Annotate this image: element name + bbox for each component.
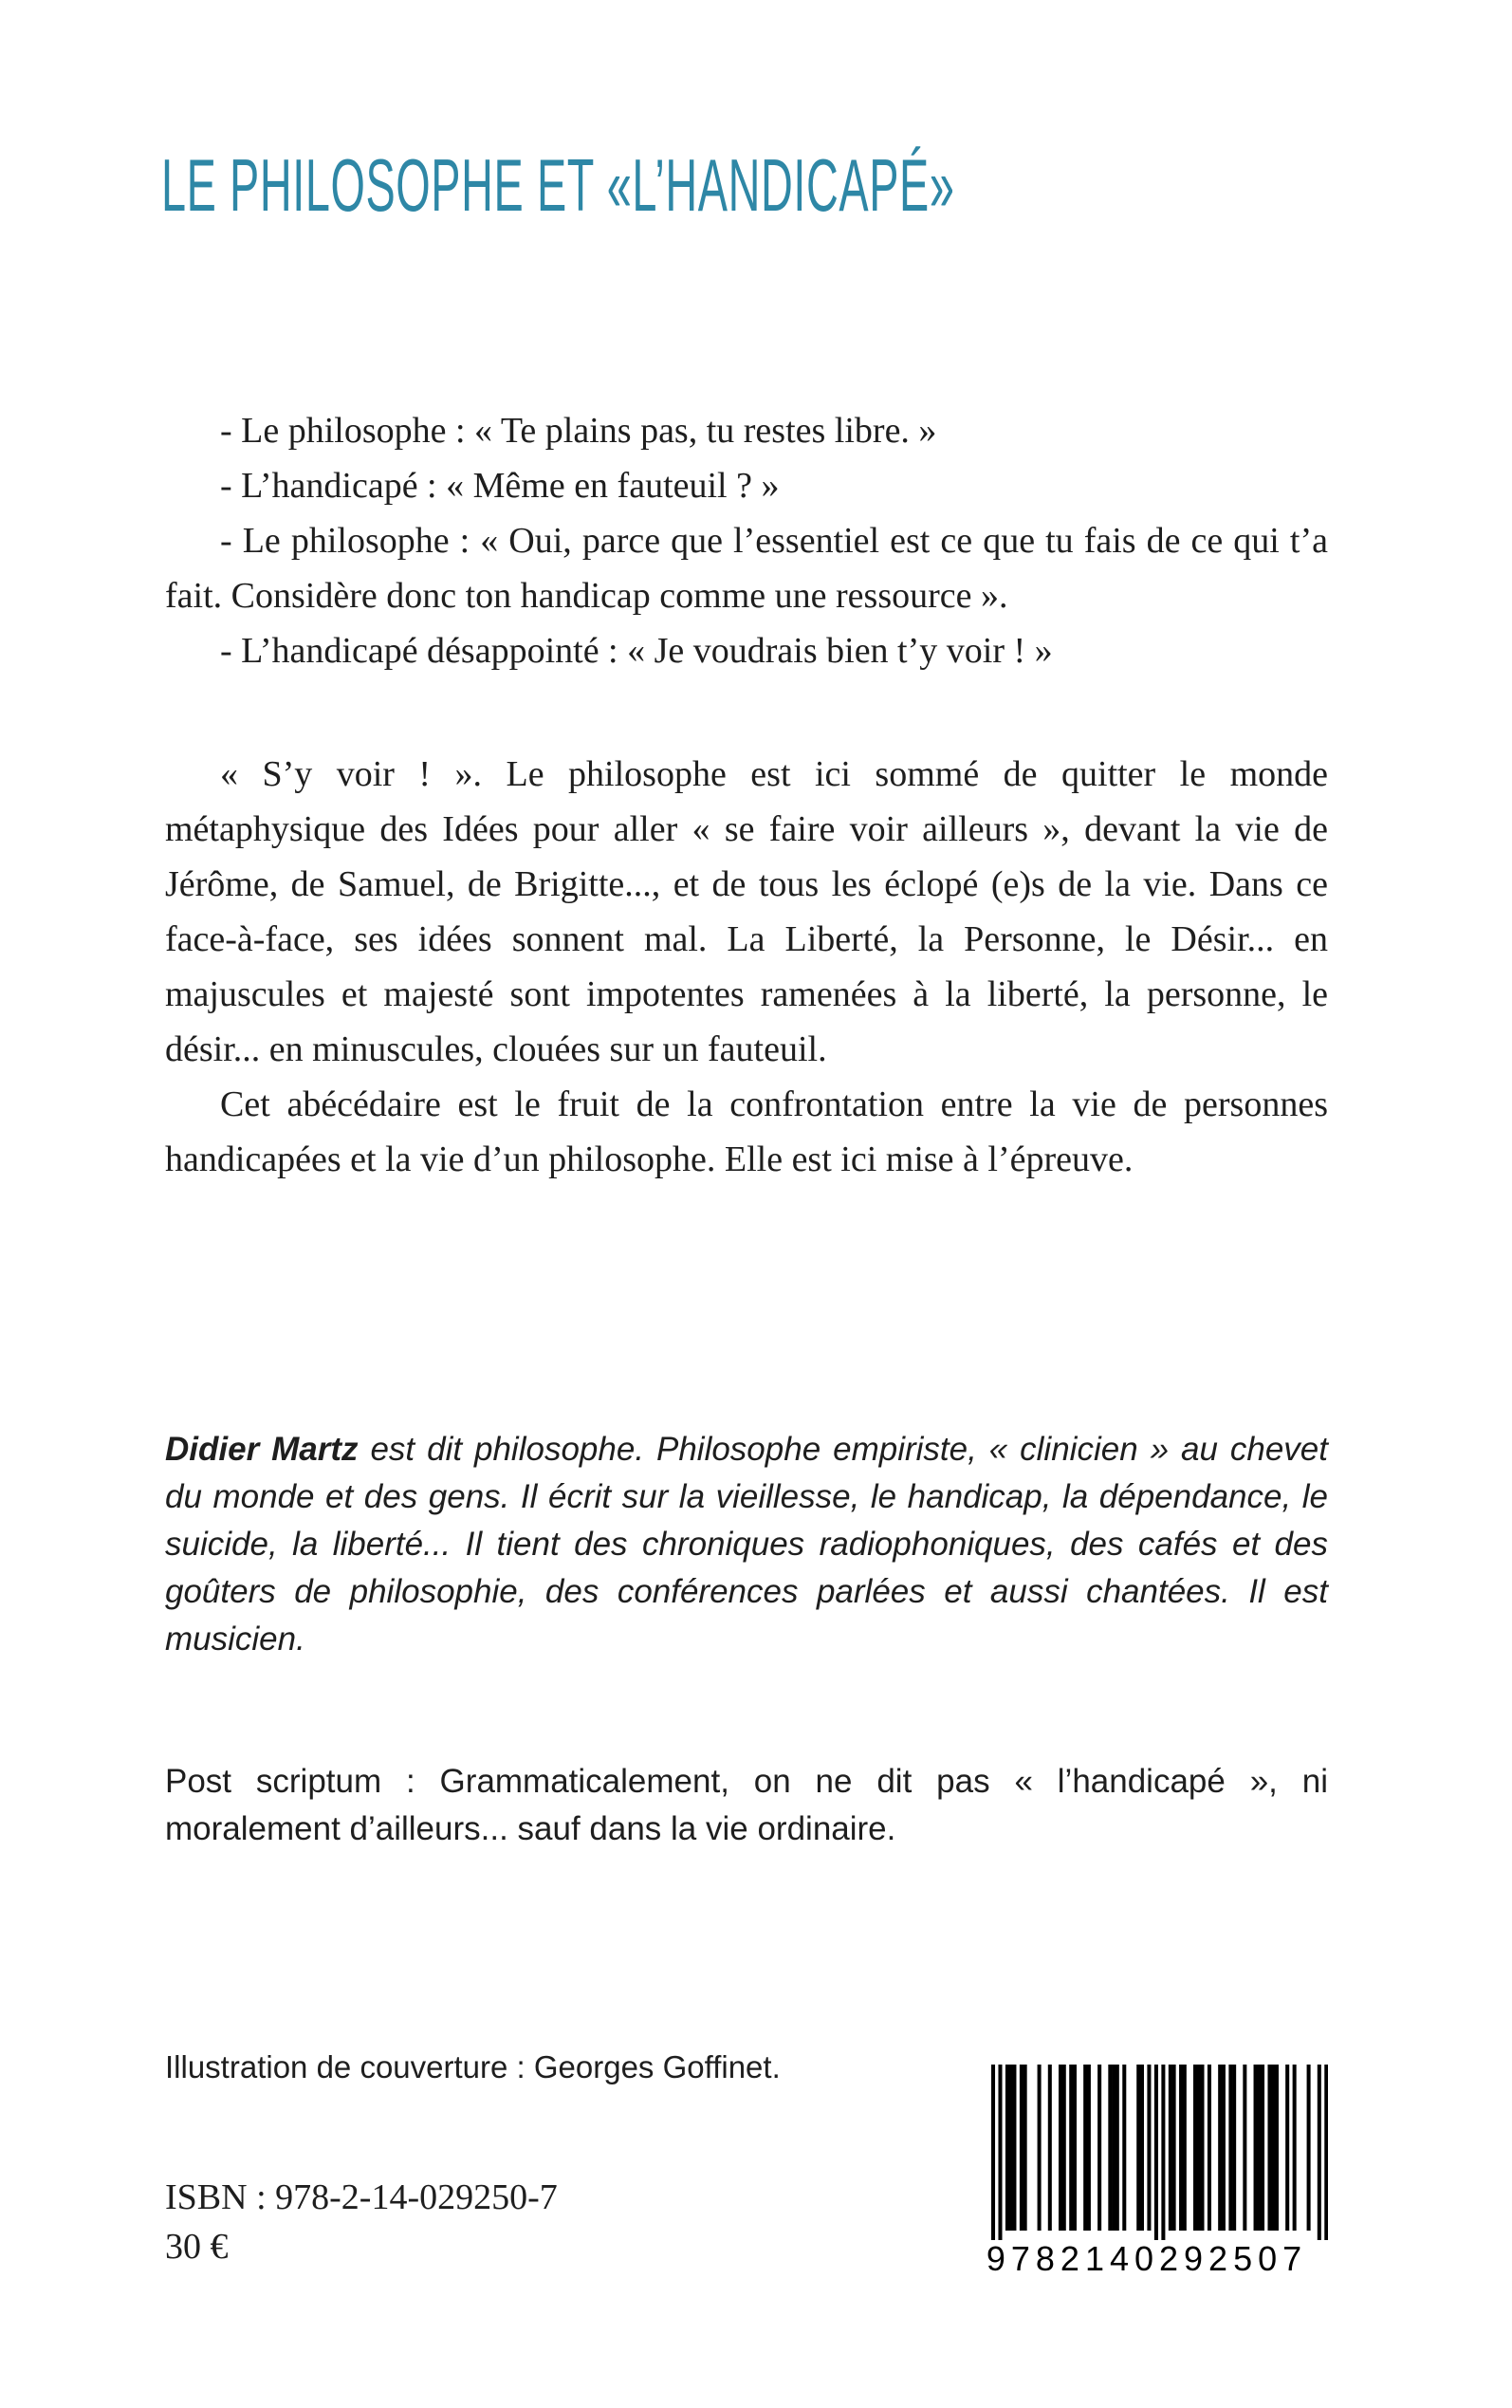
barcode-bar — [1087, 2065, 1091, 2231]
barcode-bar — [1112, 2065, 1116, 2231]
barcode-bar — [1197, 2065, 1201, 2231]
barcode-bar — [1254, 2065, 1258, 2231]
barcode-digits: 9782140292507 — [986, 2239, 1308, 2278]
barcode-bar — [1208, 2065, 1211, 2231]
barcode-bar — [1073, 2065, 1077, 2231]
barcode-bar — [1318, 2065, 1321, 2240]
barcode-bar — [1271, 2065, 1275, 2231]
barcode-bar — [1200, 2065, 1204, 2231]
barcode-bar — [1023, 2065, 1027, 2231]
barcode-bar — [1293, 2065, 1297, 2231]
barcode-bar — [1324, 2065, 1328, 2240]
barcode-bar — [998, 2065, 1002, 2240]
barcode-bar — [1059, 2065, 1062, 2231]
barcode — [991, 2065, 1328, 2240]
barcode-bar — [1193, 2065, 1197, 2231]
blurb-paragraph: Cet abécédaire est le fruit de la confrontation entre la vie de personnes handicapées et la vie d’un philosophe. Elle est ici mise à l’épreuve. — [165, 1084, 1328, 1179]
barcode-bar — [1307, 2065, 1311, 2231]
author-bio-text: est dit philosophe. Philosophe empiriste, « clinicien » au chevet du monde et des gens. Il écrit sur la vieillesse, le handicap, la dépendance, le suicide, la liberté... Il tient des chroniques radiophoniques, des cafés et des goûters de philosophie, des conférences parlées et aussi chantées. Il est musicien. — [165, 1431, 1328, 1658]
barcode-bar — [1038, 2065, 1042, 2231]
barcode-bar — [1020, 2065, 1023, 2231]
dialogue-line: - Le philosophe : « Oui, parce que l’essentiel est ce que tu fais de ce qui t’a fait. Considère donc ton handicap comme une ressource ». — [165, 521, 1328, 616]
barcode-bar — [1069, 2065, 1073, 2231]
author-bio — [165, 1426, 1328, 1663]
barcode-bar — [1261, 2065, 1264, 2231]
barcode-bar — [1140, 2065, 1144, 2231]
dialogue-line: - L’handicapé désappointé : « Je voudrais bien t’y voir ! » — [220, 631, 1053, 671]
barcode-bar — [1232, 2065, 1236, 2231]
barcode-bar — [1147, 2065, 1151, 2231]
blurb-paragraph: « S’y voir ! ». Le philosophe est ici sommé de quitter le monde métaphysique des Idées pour aller « se faire voir ailleurs », devant la vie de Jérôme, de Samuel, de Brigitte..., et de tous les éclopé (e)s de la vie. Dans ce face-à-face, ses idées sonnent mal. La Liberté, la Personne, le Désir... en majuscules et majesté sont impotentes ramenées à la liberté, la personne, le désir... en minuscules, clouées sur un fauteuil. — [165, 754, 1328, 1069]
dialogue-block — [165, 403, 1328, 678]
barcode-bar — [1172, 2065, 1176, 2231]
barcode-bar — [1179, 2065, 1183, 2231]
barcode-bar — [1222, 2065, 1226, 2231]
barcode-bar — [991, 2065, 995, 2240]
barcode-bar — [1228, 2065, 1232, 2231]
barcode-bar — [1136, 2065, 1140, 2231]
dialogue-line: - Le philosophe : « Te plains pas, tu restes libre. » — [220, 411, 937, 451]
price: 30 € — [165, 2227, 229, 2267]
barcode-bar — [1154, 2065, 1158, 2240]
isbn: ISBN : 978-2-14-029250-7 — [165, 2177, 558, 2217]
barcode-bar — [1267, 2065, 1271, 2231]
barcode-bar — [1116, 2065, 1119, 2231]
barcode-bar — [1012, 2065, 1016, 2231]
isbn-price-block — [165, 2173, 558, 2271]
barcode-bars — [991, 2065, 1328, 2240]
barcode-bar — [1243, 2065, 1246, 2231]
barcode-bar — [1218, 2065, 1222, 2231]
book-title: LE PHILOSOPHE ET «L’HANDICAPÉ» — [161, 143, 955, 227]
barcode-bar — [1169, 2065, 1172, 2231]
barcode-bar — [1161, 2065, 1165, 2240]
barcode-bar — [1009, 2065, 1013, 2231]
barcode-bar — [1122, 2065, 1126, 2231]
barcode-bar — [1257, 2065, 1261, 2231]
barcode-bar — [1005, 2065, 1009, 2231]
postscript: Post scriptum : Grammaticalement, on ne dit pas « l’handicapé », ni moralement d’ailleurs... sauf dans la vie ordinaire. — [165, 1763, 1328, 1847]
barcode-bar — [1275, 2065, 1279, 2231]
barcode-bar — [1097, 2065, 1101, 2231]
blurb-body — [165, 747, 1328, 1187]
barcode-bar — [1108, 2065, 1112, 2231]
dialogue-line: - L’handicapé : « Même en fauteuil ? » — [220, 466, 780, 506]
barcode-bar — [1183, 2065, 1187, 2231]
barcode-bar — [1062, 2065, 1066, 2231]
cover-credit: Illustration de couverture : Georges Goffinet. — [165, 2049, 781, 2084]
author-name: Didier Martz — [165, 1431, 359, 1468]
barcode-bar — [1083, 2065, 1087, 2231]
barcode-bar — [1285, 2065, 1289, 2231]
barcode-bar — [1048, 2065, 1052, 2231]
